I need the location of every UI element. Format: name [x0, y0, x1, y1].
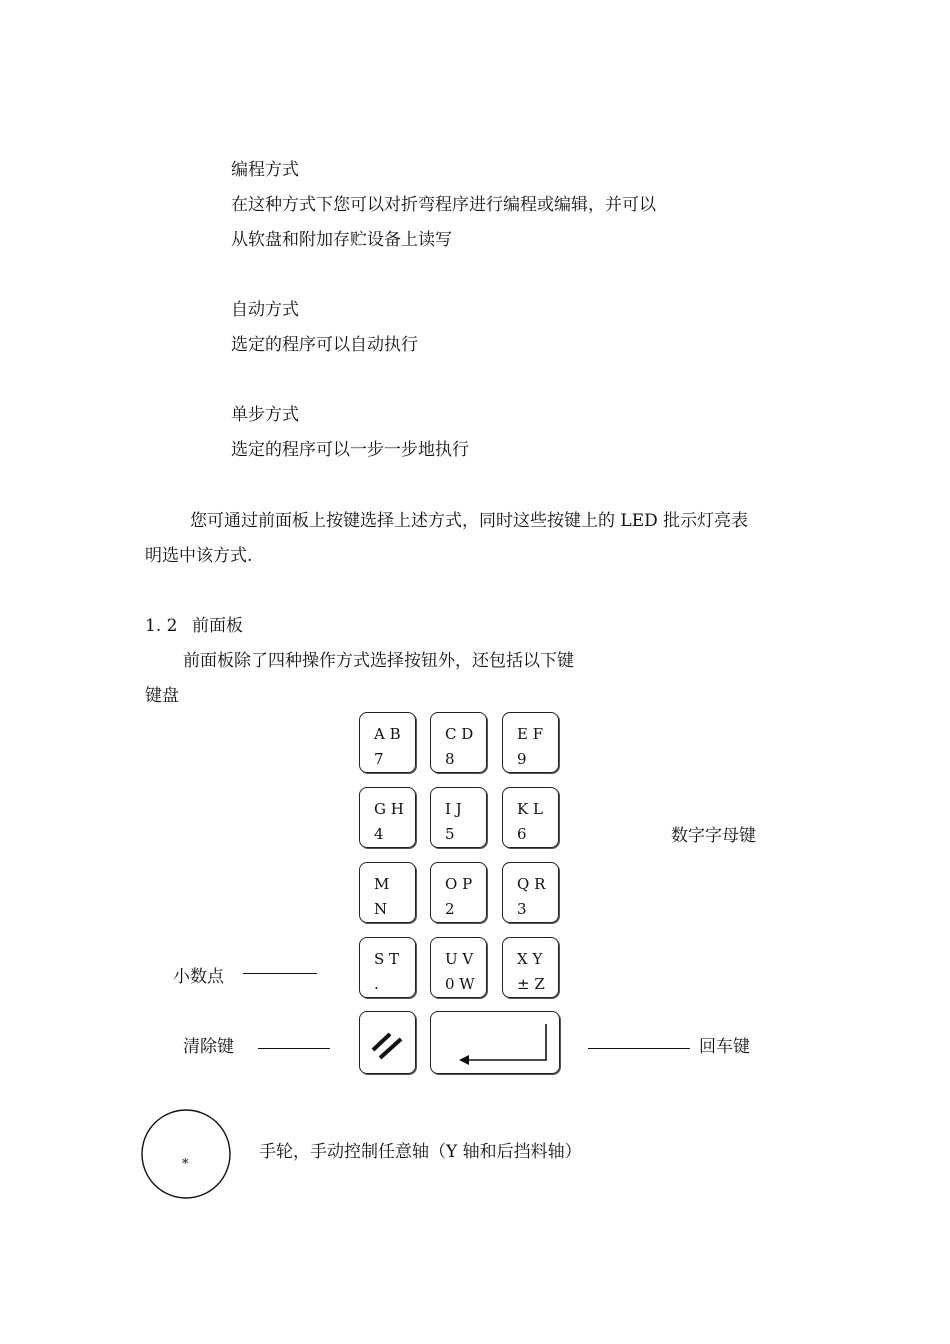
paragraph-line2: 明选中该方式. — [145, 546, 253, 566]
decimal-leader-line — [243, 973, 317, 974]
mode-programming-line1: 在这种方式下您可以对折弯程序进行编程或编辑，并可以 — [231, 195, 656, 215]
key-uv-0w[interactable]: U V 0 W — [430, 937, 487, 998]
section-title: 前面板 — [192, 616, 243, 636]
mode-auto-title: 自动方式 — [231, 300, 299, 320]
alnum-keys-label: 数字字母键 — [671, 826, 756, 846]
mode-step-title: 单步方式 — [231, 405, 299, 425]
enter-key-label: 回车键 — [699, 1037, 750, 1057]
key-m-n[interactable]: M N — [359, 862, 416, 923]
mode-programming-title: 编程方式 — [231, 160, 299, 180]
mode-step-line1: 选定的程序可以一步一步地执行 — [231, 440, 469, 460]
key-ij-5[interactable]: I J 5 — [430, 787, 487, 848]
clear-slash-icon — [360, 1012, 417, 1075]
key-ab-7[interactable]: A B 7 — [359, 712, 416, 773]
clear-key-label: 清除键 — [183, 1037, 234, 1057]
key-kl-6[interactable]: K L 6 — [502, 787, 559, 848]
key-op-2[interactable]: O P 2 — [430, 862, 487, 923]
paragraph-line1: 您可通过前面板上按键选择上述方式，同时这些按键上的 LED 批示灯亮表 — [190, 511, 749, 531]
enter-key[interactable] — [430, 1011, 560, 1074]
handwheel-caption: 手轮，手动控制任意轴（Y 轴和后挡料轴） — [259, 1142, 582, 1162]
enter-leader-line — [588, 1048, 690, 1049]
mode-programming-line2: 从软盘和附加存贮设备上读写 — [231, 230, 452, 250]
handwheel-center-mark: * — [182, 1157, 189, 1172]
section-intro: 前面板除了四种操作方式选择按钮外，还包括以下键 — [183, 651, 574, 671]
section-number: 1. 2 — [145, 616, 178, 636]
enter-arrow-icon — [431, 1012, 561, 1075]
key-xy-pmz[interactable]: X Y ± Z — [502, 937, 559, 998]
decimal-point-label: 小数点 — [173, 967, 224, 987]
key-gh-4[interactable]: G H 4 — [359, 787, 416, 848]
mode-auto-line1: 选定的程序可以自动执行 — [231, 335, 418, 355]
handwheel-circle[interactable] — [140, 1108, 234, 1202]
clear-key[interactable] — [359, 1011, 416, 1074]
clear-leader-line — [258, 1048, 330, 1049]
key-qr-3[interactable]: Q R 3 — [502, 862, 559, 923]
key-st-decimal[interactable]: S T . — [359, 937, 416, 998]
key-ef-9[interactable]: E F 9 — [502, 712, 559, 773]
keyboard-label: 键盘 — [145, 686, 179, 706]
key-cd-8[interactable]: C D 8 — [430, 712, 487, 773]
